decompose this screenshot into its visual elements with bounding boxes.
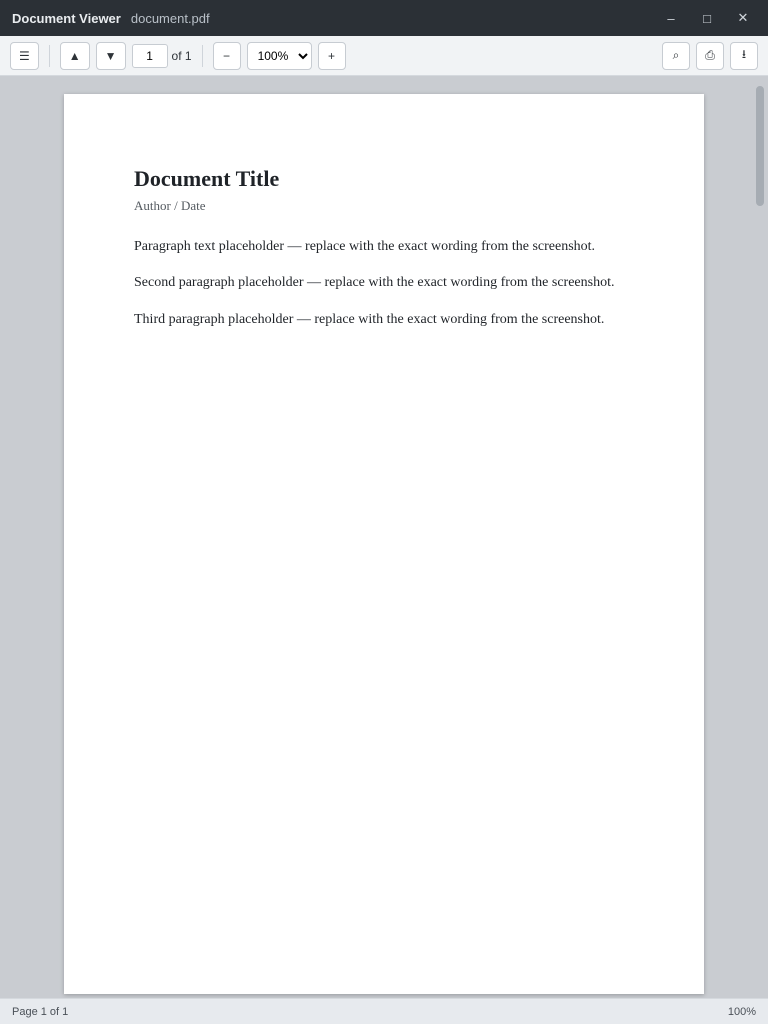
next-page-button[interactable]: ▼ [96, 42, 126, 70]
previous-page-button[interactable]: ▲ [60, 42, 90, 70]
download-icon[interactable]: ⭳ [730, 42, 758, 70]
maximize-icon[interactable]: □ [703, 10, 711, 26]
sidebar-toggle-icon[interactable]: ☰ [10, 42, 39, 70]
app-name: Document Viewer [12, 10, 121, 26]
print-icon[interactable]: ⎙ [696, 42, 724, 70]
document-meta: Author / Date [134, 198, 206, 213]
search-icon[interactable]: ⌕ [662, 42, 690, 70]
page-total-label: of 1 [171, 48, 192, 63]
status-page-info: Page 1 of 1 [12, 1005, 69, 1018]
close-icon[interactable]: ✕ [737, 10, 749, 25]
vertical-scrollbar[interactable] [756, 86, 764, 206]
document-viewport[interactable] [0, 76, 768, 998]
toolbar [0, 36, 768, 76]
minimize-icon[interactable]: – [667, 10, 675, 26]
toolbar-divider [49, 45, 50, 67]
document-paragraph: Second paragraph placeholder — replace with the exact wording from the screenshot. [134, 275, 615, 291]
file-name: document.pdf [130, 10, 210, 26]
zoom-in-button[interactable]: + [318, 42, 346, 70]
page-indicator [132, 44, 192, 68]
toolbar-divider [202, 45, 203, 67]
page-number-input[interactable] [132, 44, 168, 68]
zoom-select[interactable] [247, 42, 312, 70]
document-title: Document Title [134, 166, 280, 191]
document-paragraph: Third paragraph placeholder — replace with the exact wording from the screenshot. [134, 311, 605, 327]
title-bar [0, 0, 768, 36]
zoom-out-button[interactable]: − [213, 42, 241, 70]
status-zoom: 100% [727, 1005, 756, 1018]
status-bar [0, 998, 768, 1024]
document-paragraph: Paragraph text placeholder — replace with the exact wording from the screenshot. [134, 239, 596, 254]
document-page [64, 94, 704, 994]
